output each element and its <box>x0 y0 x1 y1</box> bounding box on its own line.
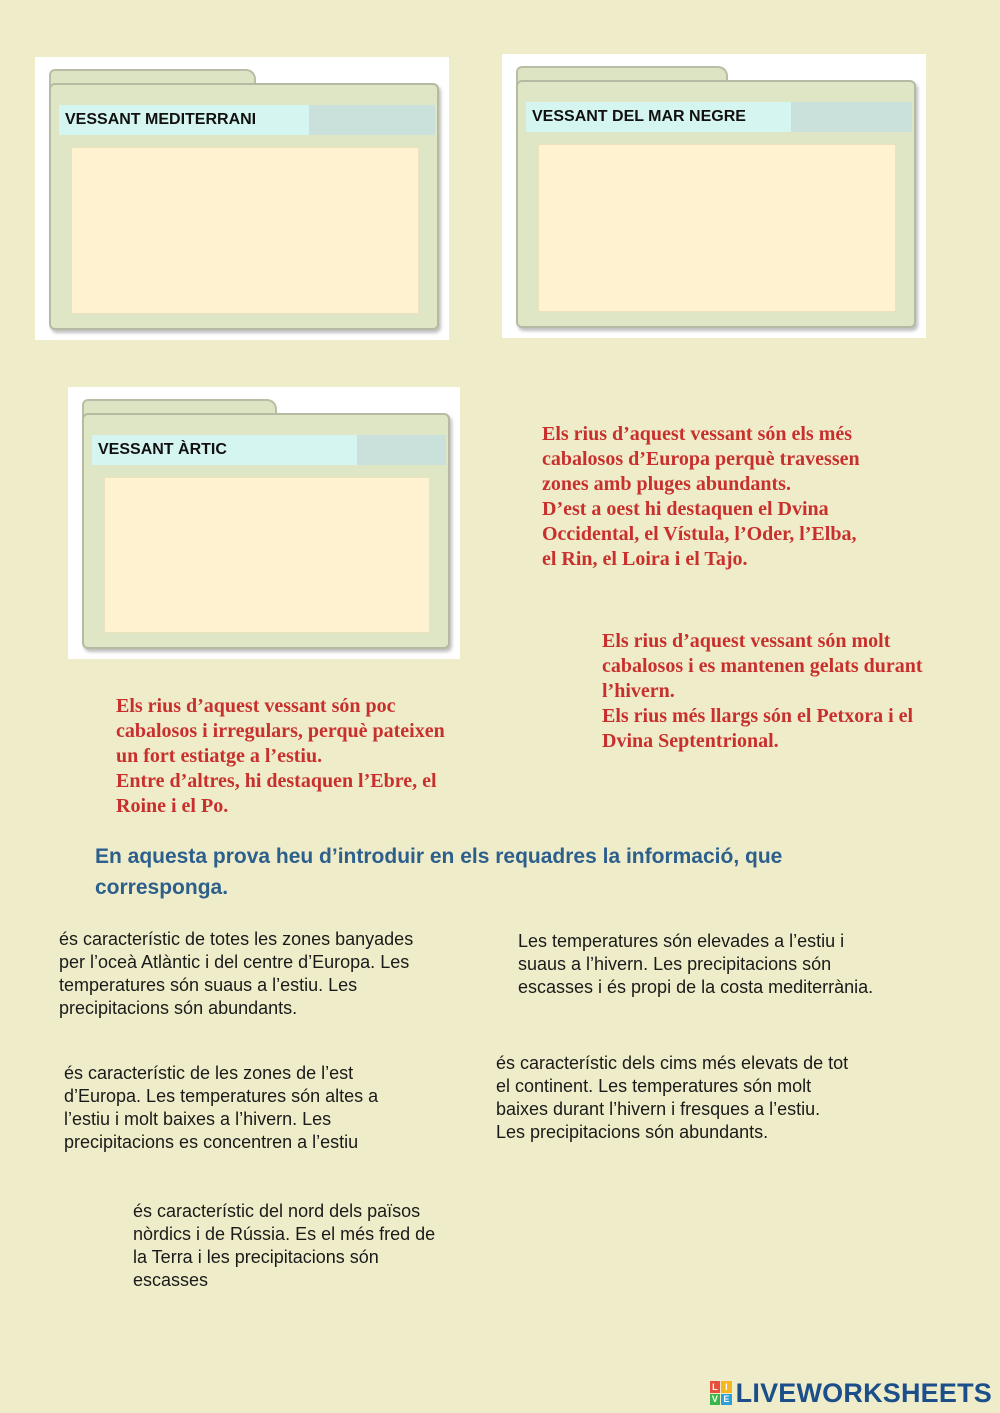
logo-letter: V <box>710 1394 721 1406</box>
text-line: Roine i el Po. <box>116 795 229 817</box>
text-line: Les precipitacions són abundants. <box>496 1122 769 1142</box>
text-line: el continent. Les temperatures són molt <box>496 1076 812 1096</box>
text-line: la Terra i les precipitacions són <box>133 1247 379 1267</box>
text-line: el Rin, el Loira i el Tajo. <box>542 548 748 570</box>
text-line: precipitacions són abundants. <box>59 998 298 1018</box>
instruction-line: corresponga. <box>95 876 229 899</box>
text-line: escasses <box>133 1270 209 1290</box>
liveworksheets-logo <box>710 1379 992 1407</box>
climate-text-oceanic <box>59 928 479 1020</box>
text-line: precipitacions es concentren a l’estiu <box>64 1132 359 1152</box>
folder-panel-mediterrani <box>35 57 449 340</box>
text-line: Els rius d’aquest vessant són els més <box>542 423 853 445</box>
folder-label-mar-negre: VESSANT DEL MAR NEGRE <box>526 102 791 132</box>
drop-zone-mar-negre[interactable] <box>538 144 896 312</box>
text-line: l’hivern. <box>602 680 675 702</box>
text-line: l’estiu i molt baixes a l’hivern. Les <box>64 1109 332 1129</box>
text-line: per l’oceà Atlàntic i del centre d’Europa. Les <box>59 952 410 972</box>
text-line: D’est a oest hi destaquen el Dvina <box>542 498 829 520</box>
instruction-line: En aquesta prova heu d’introduir en els requadres la informació, que <box>95 845 783 868</box>
climate-text-continental <box>64 1062 464 1154</box>
text-line: és característic dels cims més elevats de tot <box>496 1053 849 1073</box>
text-line: Entre d’altres, hi destaquen l’Ebre, el <box>116 770 437 792</box>
text-line: cabalosos d’Europa perquè travessen <box>542 448 860 470</box>
text-line: zones amb pluges abundants. <box>542 473 791 495</box>
text-line: Els rius d’aquest vessant són poc <box>116 695 396 717</box>
folder-mediterrani <box>49 69 439 330</box>
text-line: escasses i és propi de la costa mediterrània. <box>518 977 874 997</box>
liveworksheets-logo-text: LIVEWORKSHEETS <box>735 1377 992 1408</box>
text-line: suaus a l’hivern. Les precipitacions són <box>518 954 832 974</box>
text-line: és característic del nord dels països <box>133 1201 421 1221</box>
climate-text-mediterranean <box>518 930 938 999</box>
logo-letter: E <box>721 1394 732 1406</box>
text-line: Els rius d’aquest vessant són molt <box>602 630 891 652</box>
liveworksheets-logo-icon <box>710 1381 732 1405</box>
instruction-text <box>95 841 895 903</box>
folder-panel-mar-negre <box>502 54 926 338</box>
text-line: cabalosos i es mantenen gelats durant <box>602 655 923 677</box>
river-text-mediterrani[interactable] <box>116 694 516 819</box>
logo-letter: I <box>721 1381 732 1393</box>
folder-label-artic: VESSANT ÀRTIC <box>92 435 357 465</box>
text-line: Les temperatures són elevades a l’estiu i <box>518 931 845 951</box>
logo-letter: L <box>710 1381 721 1393</box>
text-line: baixes durant l’hivern i fresques a l’estiu. <box>496 1099 821 1119</box>
river-text-atlantic[interactable] <box>542 422 942 572</box>
folder-mar-negre <box>516 66 916 328</box>
folder-artic <box>82 399 450 649</box>
text-line: Occidental, el Vístula, l’Oder, l’Elba, <box>542 523 857 545</box>
folder-body <box>49 83 439 330</box>
text-line: cabalosos i irregulars, perquè pateixen <box>116 720 445 742</box>
drop-zone-artic[interactable] <box>104 477 430 633</box>
drop-zone-mediterrani[interactable] <box>71 147 419 314</box>
text-line: és característic de les zones de l’est <box>64 1063 354 1083</box>
climate-text-polar <box>133 1200 533 1292</box>
text-line: un fort estiatge a l’estiu. <box>116 745 323 767</box>
text-line: Dvina Septentrional. <box>602 730 779 752</box>
folder-body <box>82 413 450 649</box>
river-text-artic[interactable] <box>602 629 992 754</box>
text-line: d’Europa. Les temperatures són altes a <box>64 1086 379 1106</box>
folder-panel-artic <box>68 387 460 659</box>
text-line: Els rius més llargs són el Petxora i el <box>602 705 914 727</box>
text-line: nòrdics i de Rússia. Es el més fred de <box>133 1224 436 1244</box>
folder-body <box>516 80 916 328</box>
text-line: temperatures són suaus a l’estiu. Les <box>59 975 358 995</box>
text-line: és característic de totes les zones banyades <box>59 929 414 949</box>
folder-label-mediterrani: VESSANT MEDITERRANI <box>59 105 309 135</box>
climate-text-mountain <box>496 1052 916 1144</box>
